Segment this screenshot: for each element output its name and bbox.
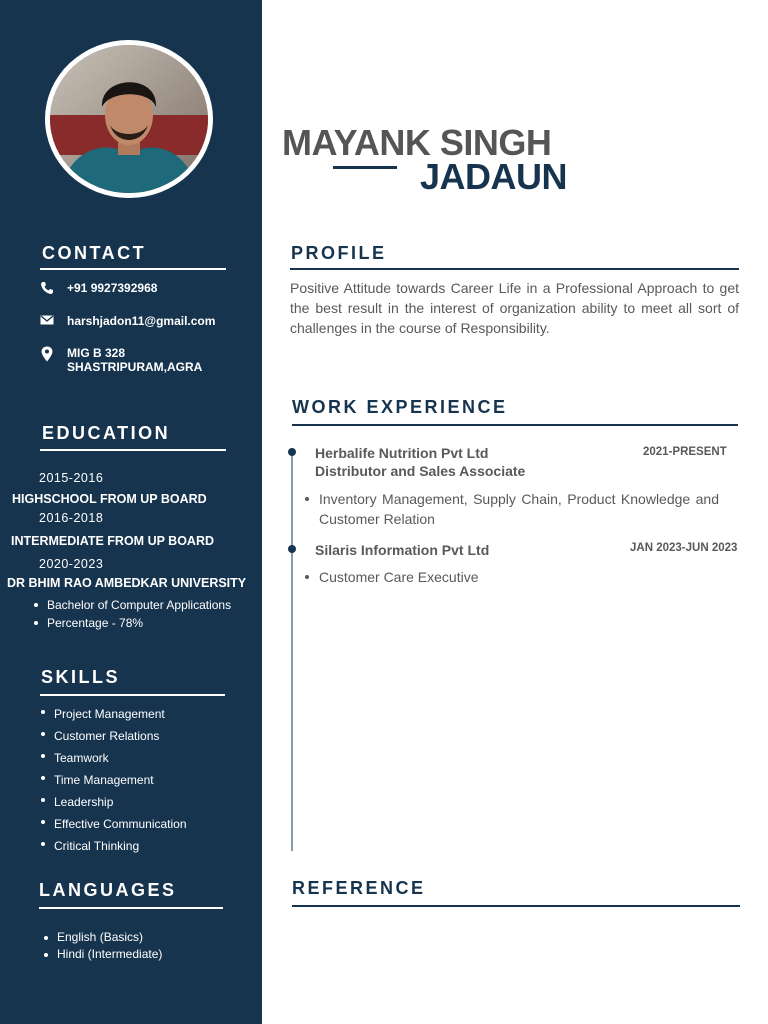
education-details <box>32 596 242 632</box>
list-item: Project Management <box>39 703 187 725</box>
list-item: Bachelor of Computer Applications <box>32 596 242 614</box>
education-institution: HIGHSCHOOL FROM UP BOARD <box>12 492 207 506</box>
mail-icon <box>40 314 56 328</box>
profile-photo <box>45 40 213 198</box>
education-years: 2016-2018 <box>39 511 104 525</box>
job-dates: JAN 2023-JUN 2023 <box>630 542 738 554</box>
education-heading: EDUCATION <box>42 423 171 443</box>
address-line-1: MIG B 328 <box>67 346 126 360</box>
job-dates: 2021-PRESENT <box>643 446 727 458</box>
list-item: English (Basics) <box>42 929 162 946</box>
experience-divider <box>292 424 738 426</box>
education-divider <box>40 449 226 451</box>
timeline-line <box>291 448 293 851</box>
timeline-dot <box>288 448 296 456</box>
education-years: 2020-2023 <box>39 557 104 571</box>
list-item: Percentage - 78% <box>32 614 242 632</box>
reference-divider <box>292 905 740 907</box>
contact-email <box>40 314 215 328</box>
job-role: Distributor and Sales Associate <box>315 463 526 479</box>
profile-heading: PROFILE <box>291 243 387 263</box>
list-item: Customer Relations <box>39 725 187 747</box>
job-company: Herbalife Nutrition Pvt Ltd <box>315 445 489 461</box>
skills-heading: SKILLS <box>41 667 121 687</box>
contact-phone <box>40 281 157 295</box>
list-item: Leadership <box>39 791 187 813</box>
skills-list <box>39 703 187 857</box>
contact-address <box>40 346 202 374</box>
experience-heading: WORK EXPERIENCE <box>292 397 508 417</box>
education-years: 2015-2016 <box>39 471 104 485</box>
profile-divider <box>290 268 739 270</box>
profile-photo-image <box>50 45 208 193</box>
list-item: Teamwork <box>39 747 187 769</box>
profile-summary: Positive Attitude towards Career Life in a Professional Approach to get the best result in the interest of organization ability to meet all sort of challenges in the course of Responsibility. <box>290 280 739 336</box>
reference-heading: REFERENCE <box>292 878 426 898</box>
timeline-dot <box>288 545 296 553</box>
job-company: Silaris Information Pvt Ltd <box>315 542 490 558</box>
phone-number: +91 9927392968 <box>67 281 158 295</box>
languages-list <box>42 929 162 963</box>
skills-divider <box>40 694 225 696</box>
contact-divider <box>40 268 226 270</box>
list-item: Inventory Management, Supply Chain, Product Knowledge and Customer Relation <box>302 489 719 529</box>
email-address: harshjadon11@gmail.com <box>67 314 216 328</box>
name-first: MAYANK SINGH <box>282 122 552 163</box>
list-item: Critical Thinking <box>39 835 187 857</box>
education-institution: DR BHIM RAO AMBEDKAR UNIVERSITY <box>7 576 247 590</box>
job-duties <box>302 567 719 587</box>
sidebar <box>0 0 262 1024</box>
location-pin-icon <box>40 346 56 360</box>
languages-heading: LANGUAGES <box>39 880 177 900</box>
languages-divider <box>39 907 223 909</box>
name-accent-rule <box>333 166 397 169</box>
list-item: Effective Communication <box>39 813 187 835</box>
list-item: Customer Care Executive <box>302 567 719 587</box>
name-last: JADAUN <box>420 156 568 197</box>
education-institution: INTERMEDIATE FROM UP BOARD <box>11 534 215 548</box>
list-item: Hindi (Intermediate) <box>42 946 162 963</box>
phone-icon <box>40 281 56 295</box>
list-item: Time Management <box>39 769 187 791</box>
contact-heading: CONTACT <box>42 243 147 263</box>
job-duties <box>302 489 719 529</box>
address-line-2: SHASTRIPURAM,AGRA <box>67 360 203 374</box>
